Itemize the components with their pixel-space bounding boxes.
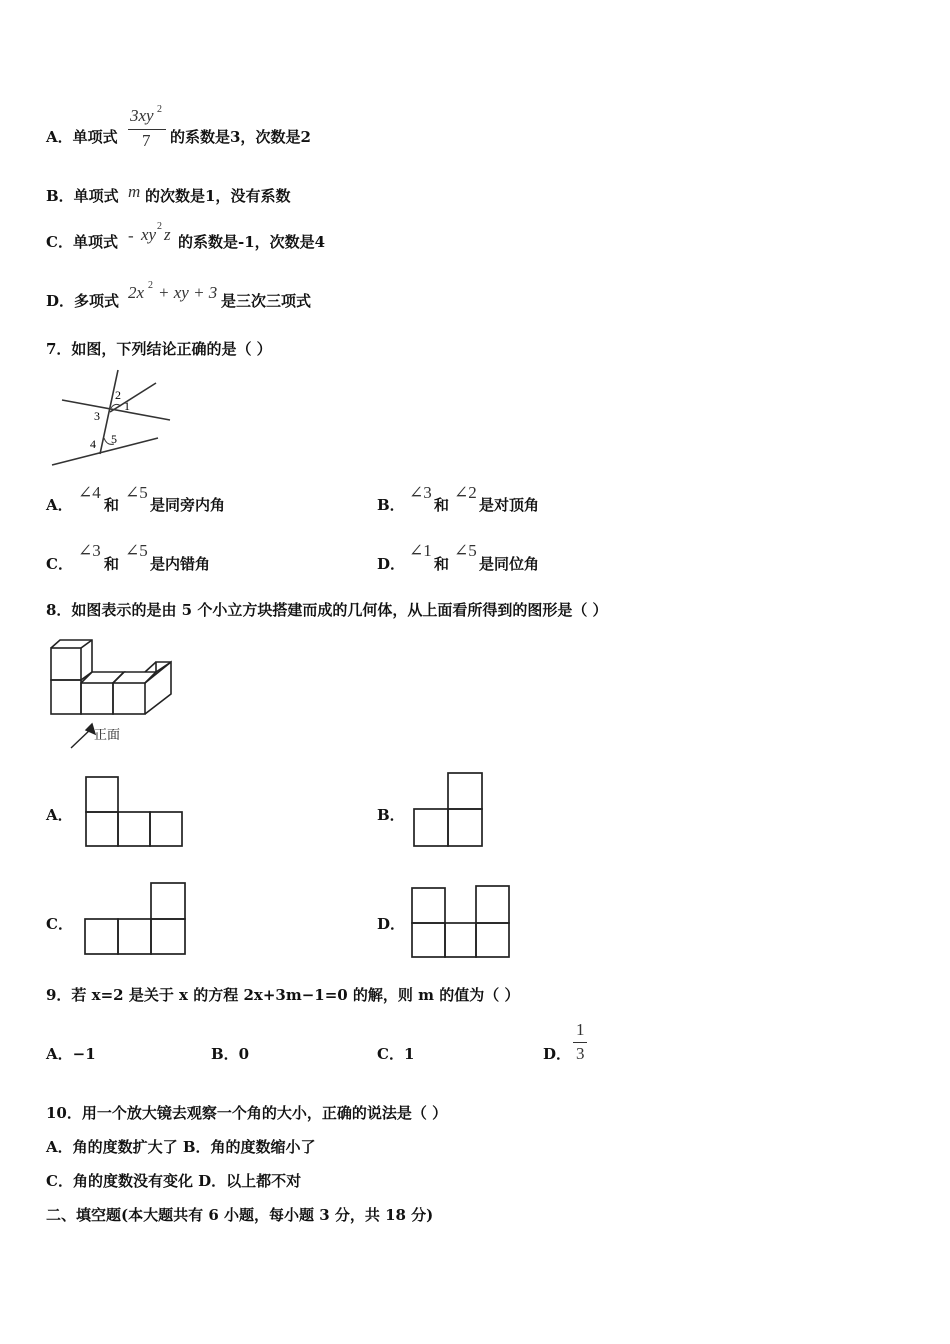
angle-label-2: 2 [115,388,121,402]
q9-stem: 9．若 x=2 是关于 x 的方程 2x+3m−1=0 的解，则 m 的值为（ ） [46,986,520,1004]
fraction-numerator: 1 [576,1020,585,1039]
fraction-numerator: 3xy [130,106,154,125]
q6-option-a-fraction [128,104,168,150]
q7-option-a-angle2: ∠5 [125,483,148,502]
q7-option-d-mid: 和 [434,555,450,573]
q6-option-d-rest: + xy + 3 [158,283,218,302]
q9-option-a: A．−1 [46,1045,96,1063]
angle-label-4: 4 [90,437,96,451]
q6-option-d-text: 是三次三项式 [221,292,312,310]
q6-option-a-text: 的系数是3，次数是2 [170,128,311,146]
line-bottom [52,438,158,465]
q7-option-a-angle1: ∠4 [78,483,101,502]
q7-option-d-text: 是同位角 [479,555,540,573]
q7-option-b-label: B． [377,496,405,514]
q9-option-b: B．0 [211,1045,250,1063]
q6-option-c-minus: - [128,226,134,245]
q10-stem: 10．用一个放大镜去观察一个角的大小，正确的说法是（ ） [46,1104,448,1122]
fraction-bar [573,1042,587,1043]
q7-option-d-label: D． [377,555,406,573]
q9-option-d-fraction [572,1019,590,1065]
q6-option-b-text: 的次数是1，没有系数 [145,187,291,205]
q7-option-a-text: 是同旁内角 [150,496,226,514]
q7-option-a-label: A． [46,496,73,514]
q9-option-d-label: D． [543,1045,572,1063]
q8-option-b-label: B． [377,806,405,824]
angle-label-3: 3 [94,409,100,423]
angle-label-5: 5 [111,432,117,446]
q8-figure-cubes [46,636,181,756]
q7-figure-intersecting-lines [48,368,178,470]
q8-option-c-label: C． [46,915,73,933]
exponent: 2 [157,221,162,232]
q6-option-b-label: B．单项式 [46,187,119,205]
q7-stem: 7．如图，下列结论正确的是（ ） [46,340,272,358]
q8-option-c-figure [82,880,190,958]
line-top [62,400,170,420]
q10-options-line1: A．角的度数扩大了 B．角的度数缩小了 [46,1138,316,1156]
q7-option-c-text: 是内错角 [150,555,211,573]
q10-options-line2: C．角的度数没有变化 D．以上都不对 [46,1172,302,1190]
q6-option-d-label: D．多项式 [46,292,120,310]
fraction-denominator: 3 [576,1044,585,1063]
q8-option-b-figure [411,771,491,851]
q7-option-c-label: C． [46,555,73,573]
q7-option-a-mid: 和 [104,496,120,514]
q7-option-c-mid: 和 [104,555,120,573]
q7-option-c-angle2: ∠5 [125,541,148,560]
q6-option-b-math: m [128,182,141,201]
q8-option-a-figure [84,774,186,850]
angle-label-1: 1 [124,399,130,413]
q8-stem: 8．如图表示的是由 5 个小立方块搭建而成的几何体，从上面看所得到的图形是（ ） [46,601,608,619]
q7-option-c-angle1: ∠3 [78,541,101,560]
q8-option-d-label: D． [377,915,406,933]
q9-option-c: C．1 [377,1045,415,1063]
exponent: 2 [148,280,153,291]
q6-option-c-label: C．单项式 [46,233,118,251]
exponent: 2 [157,104,162,115]
section-heading-fill-in-blank: 二、填空题(本大题共有 6 小题，每小题 3 分，共 18 分) [46,1206,434,1224]
q6-option-d-2x: 2x [128,283,145,302]
q7-option-d-angle2: ∠5 [454,541,477,560]
q6-option-c-text: 的系数是-1，次数是4 [178,233,326,251]
q6-option-c-xy: xy [141,225,157,244]
q7-option-b-text: 是对顶角 [479,496,540,514]
q7-option-b-mid: 和 [434,496,450,514]
q6-option-c-z: z [164,225,171,244]
q8-option-d-figure [409,883,513,961]
q7-option-b-angle2: ∠2 [454,483,477,502]
q7-option-b-angle1: ∠3 [409,483,432,502]
q7-option-d-angle1: ∠1 [409,541,432,560]
fraction-denominator: 7 [142,131,151,150]
q6-option-a-label: A．单项式 [46,128,118,146]
q8-option-a-label: A． [46,806,73,824]
fraction-bar [128,129,166,130]
front-label: 正面 [94,728,121,743]
